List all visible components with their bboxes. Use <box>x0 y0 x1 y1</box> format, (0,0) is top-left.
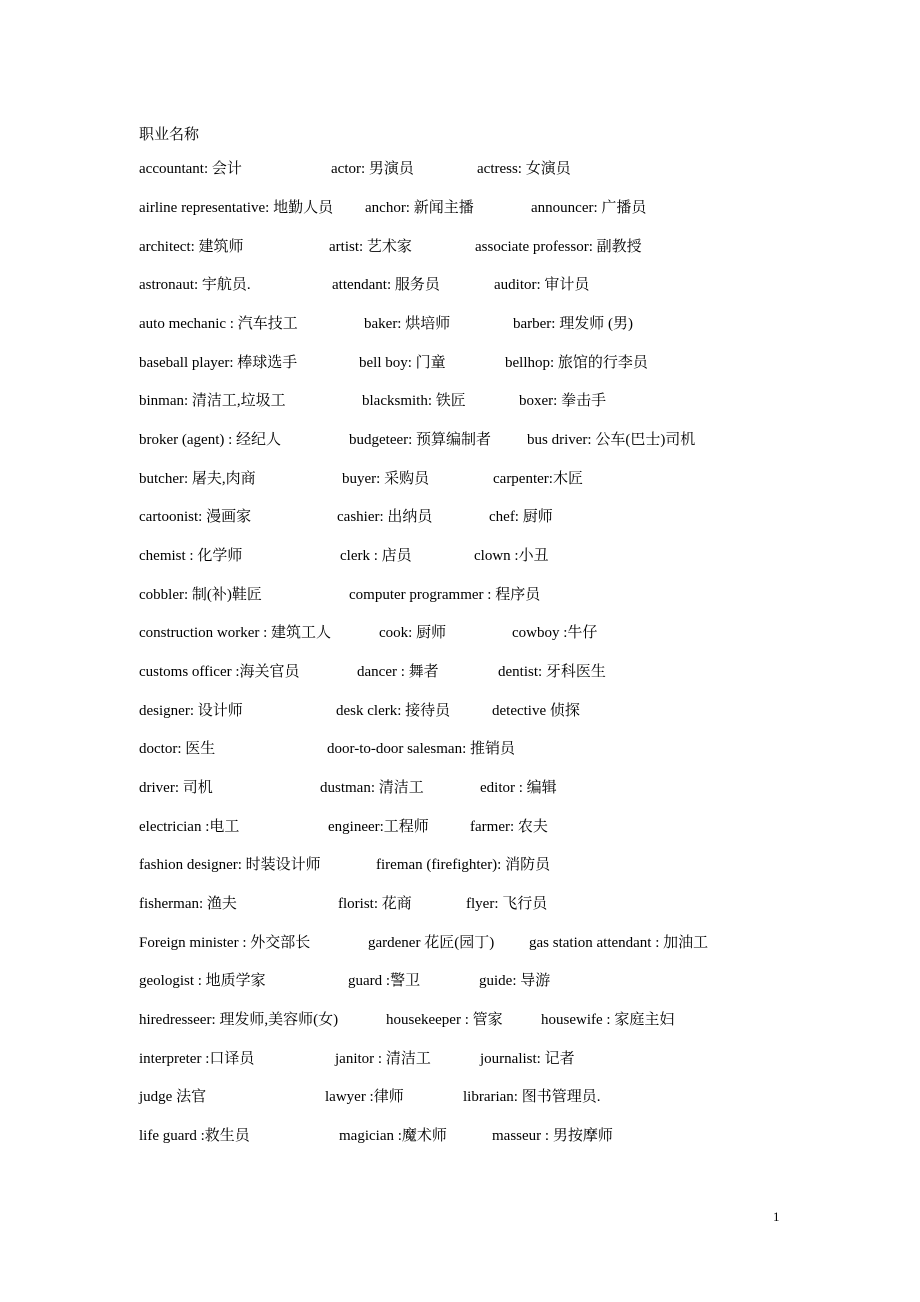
occupation-entry: masseur : 男按摩师 <box>492 1128 613 1144</box>
occupation-entry: guide: 导游 <box>479 973 551 989</box>
occupation-entry: dancer : 舞者 <box>357 664 439 680</box>
occupation-entry: astronaut: 宇航员. <box>139 277 251 293</box>
occupation-entry: hiredresseer: 理发师,美容师(女) <box>139 1012 339 1028</box>
occupation-row <box>0 313 920 335</box>
occupation-entry: bus driver: 公车(巴士)司机 <box>527 432 696 448</box>
occupation-entry: fisherman: 渔夫 <box>139 896 237 912</box>
occupation-entry: bellhop: 旅馆的行李员 <box>505 355 648 371</box>
occupation-entry: janitor : 清洁工 <box>335 1051 431 1067</box>
occupation-row <box>0 854 920 876</box>
occupation-entry: dentist: 牙科医生 <box>498 664 606 680</box>
occupation-entry: cartoonist: 漫画家 <box>139 509 252 525</box>
occupation-entry: fireman (firefighter): 消防员 <box>376 857 551 873</box>
occupation-entry: baseball player: 棒球选手 <box>139 355 298 371</box>
occupation-entry: farmer: 农夫 <box>470 819 548 835</box>
occupation-entry: cobbler: 制(补)鞋匠 <box>139 587 262 603</box>
occupation-row <box>0 738 920 760</box>
occupation-entry: doctor: 医生 <box>139 741 216 757</box>
occupation-entry: gas station attendant : 加油工 <box>529 935 709 951</box>
occupation-row <box>0 468 920 490</box>
occupation-entry: actress: 女演员 <box>477 161 571 177</box>
occupation-entry: gardener 花匠(园丁) <box>368 935 495 951</box>
occupation-entry: butcher: 屠夫,肉商 <box>139 471 256 487</box>
occupation-entry: lawyer :律师 <box>325 1089 404 1105</box>
occupation-entry: cashier: 出纳员 <box>337 509 433 525</box>
occupation-entry: detective 侦探 <box>492 703 580 719</box>
occupation-row <box>0 816 920 838</box>
occupation-entry: artist: 艺术家 <box>329 239 412 255</box>
occupation-entry: actor: 男演员 <box>331 161 414 177</box>
occupation-entry: boxer: 拳击手 <box>519 393 607 409</box>
occupation-entry: florist: 花商 <box>338 896 412 912</box>
occupation-entry: clerk : 店员 <box>340 548 412 564</box>
occupation-entry: door-to-door salesman: 推销员 <box>327 741 515 757</box>
occupation-row <box>0 352 920 374</box>
occupation-entry: journalist: 记者 <box>480 1051 575 1067</box>
occupation-entry: librarian: 图书管理员. <box>463 1089 601 1105</box>
occupation-row <box>0 932 920 954</box>
occupation-row <box>0 777 920 799</box>
occupation-entry: housewife : 家庭主妇 <box>541 1012 675 1028</box>
occupation-entry: chemist : 化学师 <box>139 548 243 564</box>
occupation-entry: anchor: 新闻主播 <box>365 200 474 216</box>
occupation-entry: life guard :救生员 <box>139 1128 250 1144</box>
occupation-entry: electrician :电工 <box>139 819 240 835</box>
occupation-entry: computer programmer : 程序员 <box>349 587 541 603</box>
occupation-row <box>0 545 920 567</box>
occupation-row <box>0 700 920 722</box>
occupation-entry: carpenter:木匠 <box>493 471 583 487</box>
occupation-entry: desk clerk: 接待员 <box>336 703 451 719</box>
occupation-row <box>0 390 920 412</box>
occupation-entry: flyer: 飞行员 <box>466 896 548 912</box>
occupation-entry: interpreter :口译员 <box>139 1051 255 1067</box>
occupation-row <box>0 197 920 219</box>
occupation-row <box>0 274 920 296</box>
occupation-row <box>0 158 920 180</box>
occupation-entry: binman: 清洁工,垃圾工 <box>139 393 286 409</box>
occupation-entry: associate professor: 副教授 <box>475 239 642 255</box>
page-number: 1 <box>773 1209 780 1224</box>
occupation-row <box>0 661 920 683</box>
occupation-entry: Foreign minister : 外交部长 <box>139 935 311 951</box>
occupation-entry: editor : 编辑 <box>480 780 557 796</box>
occupation-entry: housekeeper : 管家 <box>386 1012 503 1028</box>
occupation-entry: buyer: 采购员 <box>342 471 430 487</box>
occupation-entry: fashion designer: 时装设计师 <box>139 857 321 873</box>
occupation-entry: customs officer :海关官员 <box>139 664 300 680</box>
page-title: 职业名称 <box>139 127 200 143</box>
occupation-entry: budgeteer: 预算编制者 <box>349 432 492 448</box>
occupation-entry: guard :警卫 <box>348 973 421 989</box>
occupation-entry: cook: 厨师 <box>379 625 447 641</box>
occupation-entry: engineer:工程师 <box>328 819 429 835</box>
occupation-entry: baker: 烘培师 <box>364 316 451 332</box>
occupation-entry: cowboy :牛仔 <box>512 625 598 641</box>
occupation-entry: architect: 建筑师 <box>139 239 244 255</box>
occupation-entry: auditor: 审计员 <box>494 277 590 293</box>
occupation-entry: geologist : 地质学家 <box>139 973 266 989</box>
occupation-entry: announcer: 广播员 <box>531 200 647 216</box>
occupation-entry: clown :小丑 <box>474 548 549 564</box>
occupation-row <box>0 506 920 528</box>
occupation-row <box>0 1125 920 1147</box>
occupation-entry: bell boy: 门童 <box>359 355 446 371</box>
occupation-row <box>0 584 920 606</box>
occupation-entry: dustman: 清洁工 <box>320 780 424 796</box>
occupation-entry: chef: 厨师 <box>489 509 553 525</box>
occupation-entry: driver: 司机 <box>139 780 213 796</box>
occupation-row <box>0 1086 920 1108</box>
occupation-entry: designer: 设计师 <box>139 703 243 719</box>
occupation-row <box>0 1048 920 1070</box>
occupation-entry: accountant: 会计 <box>139 161 242 177</box>
occupation-entry: judge 法官 <box>139 1089 207 1105</box>
occupation-entry: barber: 理发师 (男) <box>513 316 633 332</box>
occupation-entry: attendant: 服务员 <box>332 277 440 293</box>
occupation-entry: construction worker : 建筑工人 <box>139 625 332 641</box>
occupation-row <box>0 1009 920 1031</box>
occupation-row <box>0 429 920 451</box>
occupation-entry: airline representative: 地勤人员 <box>139 200 334 216</box>
occupation-row <box>0 893 920 915</box>
occupation-entry: auto mechanic : 汽车技工 <box>139 316 298 332</box>
occupation-row <box>0 236 920 258</box>
occupation-entry: blacksmith: 铁匠 <box>362 393 466 409</box>
occupation-entry: broker (agent) : 经纪人 <box>139 432 282 448</box>
occupation-row <box>0 622 920 644</box>
occupation-entry: magician :魔术师 <box>339 1128 447 1144</box>
occupation-row <box>0 970 920 992</box>
